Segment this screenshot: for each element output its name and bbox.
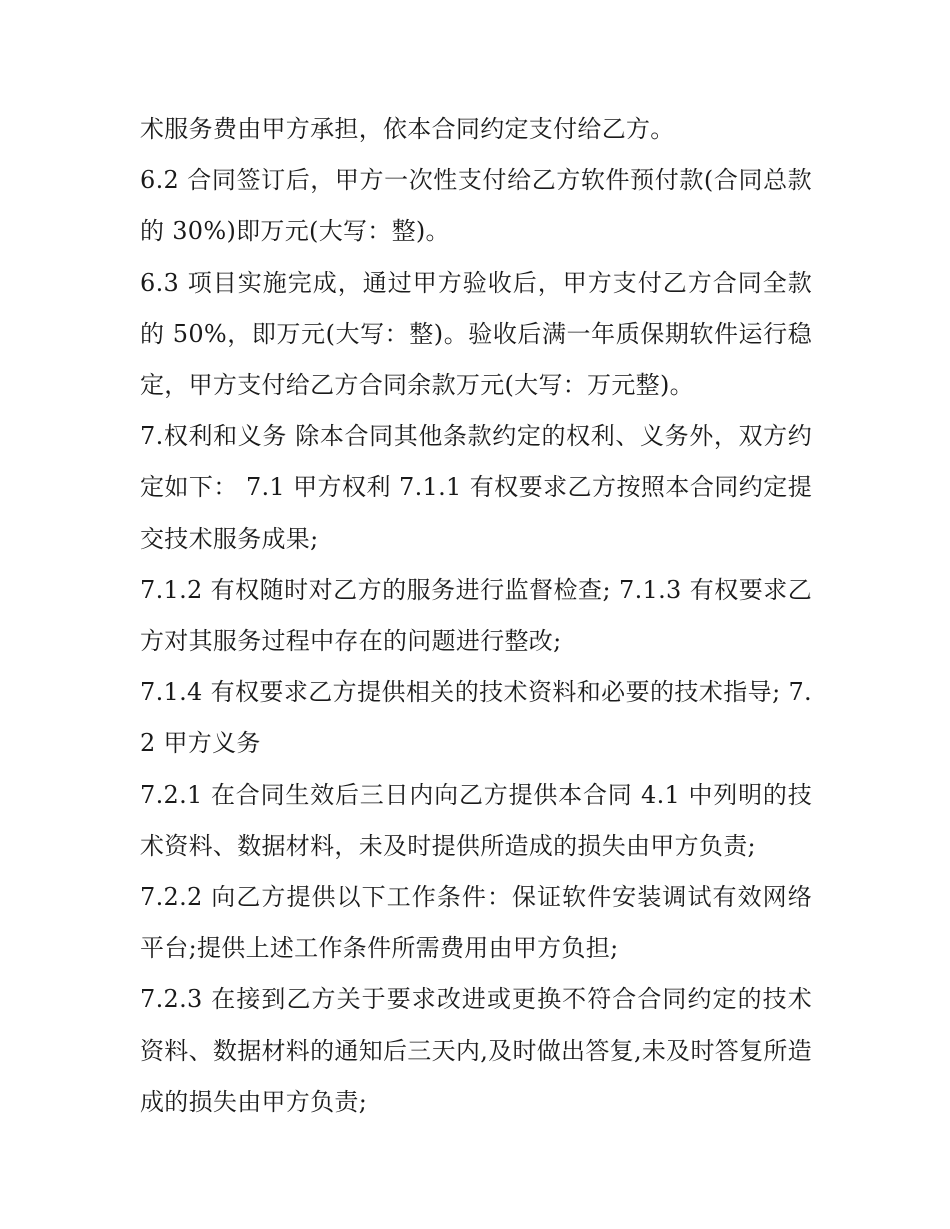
paragraph-7-1-4: 7.1.4 有权要求乙方提供相关的技术资料和必要的技术指导; 7.2 甲方义务 [140,678,812,758]
paragraph-service-fee: 术服务费由甲方承担，依本合同约定支付给乙方。 [140,115,675,143]
paragraph-7-2-1: 7.2.1 在合同生效后三日内向乙方提供本合同 4.1 中列明的技术资料、数据材料，未及时提供所造成的损失由甲方负责; [140,780,812,860]
paragraph-7-1-2: 7.1.2 有权随时对乙方的服务进行监督检查; 7.1.3 有权要求乙方对其服务过程中存在的问题进行整改; [140,575,812,656]
paragraph-6-3: 6.3 项目实施完成，通过甲方验收后，甲方支付乙方合同全款的 50%，即万元(大写：整)。验收后满一年质保期软件运行稳定，甲方支付给乙方合同余款万元(大写：万元整)。 [140,268,812,400]
document-page [140,104,812,1128]
paragraph-7-rights: 7.权利和义务 除本合同其他条款约定的权利、义务外，双方约定如下： 7.1 甲方权利 7.1.1 有权要求乙方按照本合同约定提交技术服务成果; [140,422,812,553]
paragraph-6-2: 6.2 合同签订后，甲方一次性支付给乙方软件预付款(合同总款的 30%)即万元(大写：整)。 [140,166,812,246]
paragraph-7-2-3: 7.2.3 在接到乙方关于要求改进或更换不符合合同约定的技术资料、数据材料的通知后三天内,及时做出答复,未及时答复所造成的损失由甲方负责; [140,985,812,1116]
paragraph-7-2-2: 7.2.2 向乙方提供以下工作条件：保证软件安装调试有效网络平台;提供上述工作条件所需费用由甲方负担; [140,883,812,963]
